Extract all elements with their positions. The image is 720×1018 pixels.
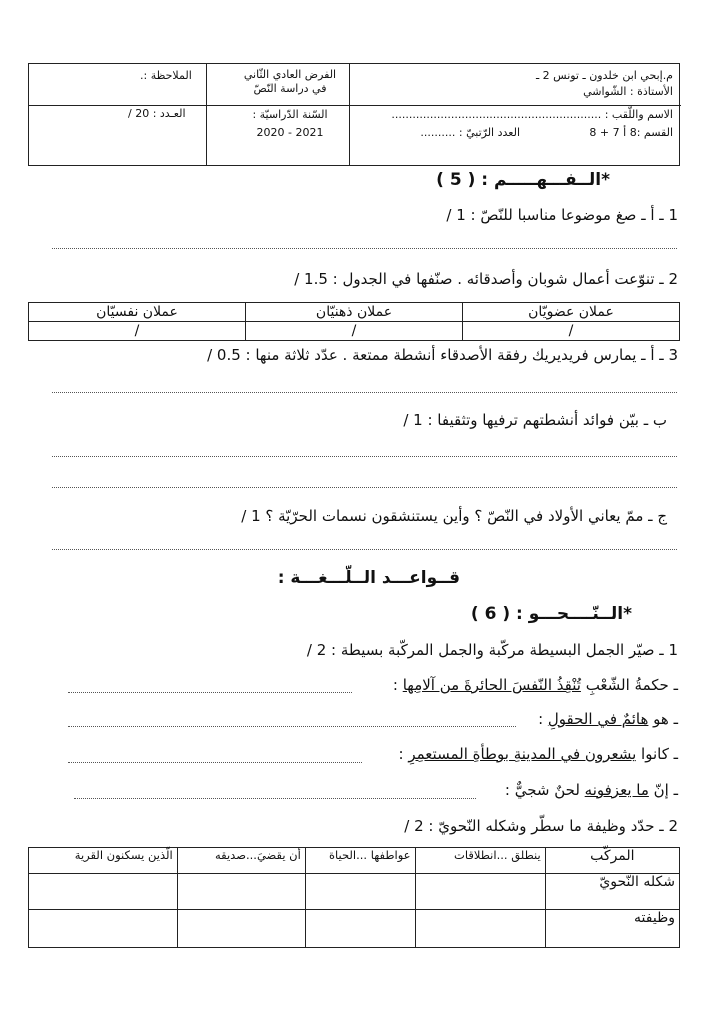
- question-3b: ب ـ بيّن فوائد أنشطتهم ترفيها وتثقيفا : 1 /: [403, 411, 667, 429]
- table-header: ينطلق ...انطلاقات: [415, 848, 545, 874]
- question-3c: ج ـ ممّ يعاني الأولاد في النّصّ ؟ وأين يستنشقون نسمات الحرّيّة ؟ 1 /: [241, 507, 667, 525]
- table-header: عواطفها ...الحياة: [305, 848, 415, 874]
- exam-title: الفرض العادي الثّاني: [243, 68, 337, 81]
- answer-line[interactable]: [68, 692, 352, 693]
- sentence-2: ـ هو هائمٌ في الحقولِ :: [538, 710, 678, 728]
- grade-label: العـدد : 20 /: [128, 107, 186, 120]
- answer-line[interactable]: [74, 798, 476, 799]
- table-cell[interactable]: [29, 874, 178, 910]
- answer-line[interactable]: [68, 726, 516, 727]
- table-cell[interactable]: [29, 910, 178, 948]
- year-value: 2020 - 2021: [256, 126, 324, 139]
- table-cell[interactable]: /: [29, 322, 246, 341]
- school-name: م.إبحي ابن خلدون ـ تونس 2 ـ: [535, 69, 673, 82]
- order-number-label: العدد الرّتبيّ : ..........: [420, 126, 520, 139]
- table-cell[interactable]: /: [246, 322, 463, 341]
- table-cell[interactable]: [305, 874, 415, 910]
- sentence-3: ـ كانوا يشعرون في المدينةِ بوطأةِ المستعمِرِ :: [398, 745, 678, 763]
- row-label: شكله النّحويّ: [545, 874, 679, 910]
- year-label: السّنة الدّراسيّة :: [252, 108, 328, 121]
- grammar-question-1: 1 ـ صيّر الجمل البسيطة مركّبة والجمل المركّبة بسيطة : 2 /: [306, 641, 678, 659]
- table-cell[interactable]: [415, 910, 545, 948]
- table-cell[interactable]: [415, 874, 545, 910]
- header-divider-right: [349, 64, 350, 165]
- header-divider-left: [206, 64, 207, 165]
- answer-line[interactable]: [52, 549, 677, 550]
- comprehension-title: *الــفـــهـــــم : ( 5 ): [436, 170, 610, 190]
- answer-line[interactable]: [52, 456, 677, 457]
- answer-line[interactable]: [52, 392, 677, 393]
- grammar-question-2: 2 ـ حدّد وظيفة ما سطّر وشكله النّحويّ : 2 /: [404, 817, 678, 835]
- function-table: [28, 847, 680, 948]
- underlined-phrase: هائمٌ في الحقولِ: [547, 710, 649, 728]
- table-header: عملان عضويّان: [462, 303, 679, 322]
- table-header: عملان ذهنيّان: [246, 303, 463, 322]
- answer-line[interactable]: [52, 487, 677, 488]
- answer-line[interactable]: [68, 762, 362, 763]
- table-cell[interactable]: [177, 910, 305, 948]
- nahw-title: *الــنّــــحـــو : ( 6 ): [470, 604, 632, 624]
- table-header: أن يقضيَ...صديقه: [177, 848, 305, 874]
- teacher-name: الأستاذة : الشّواشي: [583, 85, 673, 98]
- grammar-section-title: قــواعـــد الــلّـــغـــة :: [277, 568, 460, 588]
- classification-table: [28, 302, 680, 341]
- question-2: 2 ـ تنوّعت أعمال شوبان وأصدقائه . صنّفها في الجدول : 1.5 /: [294, 270, 678, 288]
- table-cell[interactable]: [305, 910, 415, 948]
- name-dots: ............................................................: [391, 108, 602, 121]
- table-header: عملان نفسيّان: [29, 303, 246, 322]
- note-label: الملاحظة :.: [140, 69, 192, 82]
- underlined-phrase: يشعرون في المدينةِ بوطأةِ المستعمِرِ: [408, 745, 637, 763]
- table-header: المركّب: [545, 848, 679, 874]
- underlined-phrase: ما يعزفونه: [584, 781, 649, 799]
- exam-subject: في دراسة النّصّ: [253, 82, 327, 95]
- sentence-4: ـ إنّ ما يعزفونه لحنٌ شجيٌّ :: [504, 781, 678, 799]
- table-cell[interactable]: /: [462, 322, 679, 341]
- underlined-phrase: تُنْقِذُ النّفسَ الحائرةَ من آلامِها: [402, 676, 581, 694]
- name-label: الاسم واللّقب : ............................................................: [391, 108, 673, 121]
- row-label: وظيفته: [545, 910, 679, 948]
- table-header: الّذين يسكنون القرية: [29, 848, 178, 874]
- answer-line[interactable]: [52, 248, 677, 249]
- table-cell[interactable]: [177, 874, 305, 910]
- class-label: القسم :8 أ 7 + 8: [589, 126, 673, 139]
- question-1: 1 ـ أ ـ صغ موضوعا مناسبا للنّصّ : 1 /: [446, 206, 678, 224]
- sentence-1: ـ حكمةُ الشّعْبِ تُنْقِذُ النّفسَ الحائرةَ من آلامِها :: [392, 676, 678, 694]
- question-3a: 3 ـ أ ـ يمارس فريديريك رفقة الأصدقاء أنشطة ممتعة . عدّد ثلاثة منها : 0.5 /: [207, 346, 678, 364]
- header-hline: [29, 105, 681, 106]
